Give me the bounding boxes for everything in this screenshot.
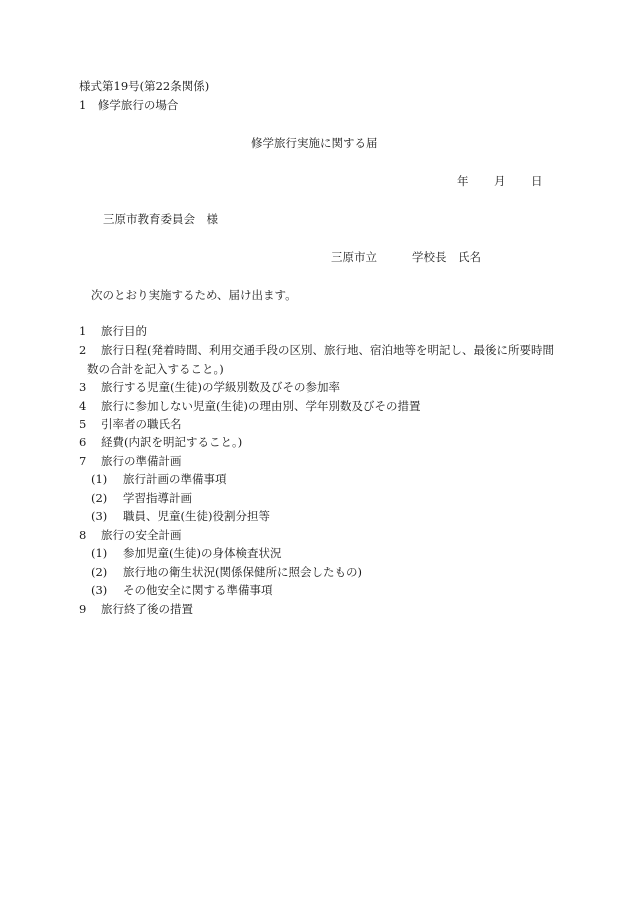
sender-school: 三原市立 <box>331 250 377 264</box>
sub-list-item: (2) 学習指導計画 <box>91 491 192 505</box>
date-year: 年 <box>457 174 469 188</box>
list-item: 1 旅行目的 <box>79 324 147 338</box>
date-month: 月 <box>494 174 506 188</box>
list-item: 9 旅行終了後の措置 <box>79 602 193 616</box>
sub-list-item: (1) 旅行計画の準備事項 <box>91 472 227 486</box>
list-item: 3 旅行する児童(生徒)の学級別数及びその参加率 <box>79 380 340 394</box>
list-item: 7 旅行の準備計画 <box>79 454 182 468</box>
list-item: 2 旅行日程(発着時間、利用交通手段の区別、旅行地、宿泊地等を明記し、最後に所要時間 <box>79 343 554 357</box>
sub-list-item: (3) その他安全に関する準備事項 <box>91 583 273 597</box>
case-label: 1 修学旅行の場合 <box>79 98 179 112</box>
intro-text: 次のとおり実施するため、届け出ます。 <box>91 288 297 302</box>
list-item: 6 経費(内訳を明記すること。) <box>79 435 243 449</box>
list-item: 4 旅行に参加しない児童(生徒)の理由別、学年別数及びその措置 <box>79 399 421 413</box>
date-day: 日 <box>531 174 543 188</box>
sub-list-item: (3) 職員、児童(生徒)役割分担等 <box>91 509 270 523</box>
list-item: 8 旅行の安全計画 <box>79 528 182 542</box>
list-item-continuation: 数の合計を記入すること。) <box>87 362 224 376</box>
sender-principal: 学校長 氏名 <box>412 250 481 264</box>
form-label: 様式第19号(第22条関係) <box>79 79 210 93</box>
list-item: 5 引率者の職氏名 <box>79 417 182 431</box>
document-title: 修学旅行実施に関する届 <box>251 136 378 150</box>
sub-list-item: (2) 旅行地の衛生状況(関係保健所に照会したもの) <box>91 565 362 579</box>
sub-list-item: (1) 参加児童(生徒)の身体検査状況 <box>91 546 282 560</box>
addressee: 三原市教育委員会 様 <box>103 212 218 226</box>
